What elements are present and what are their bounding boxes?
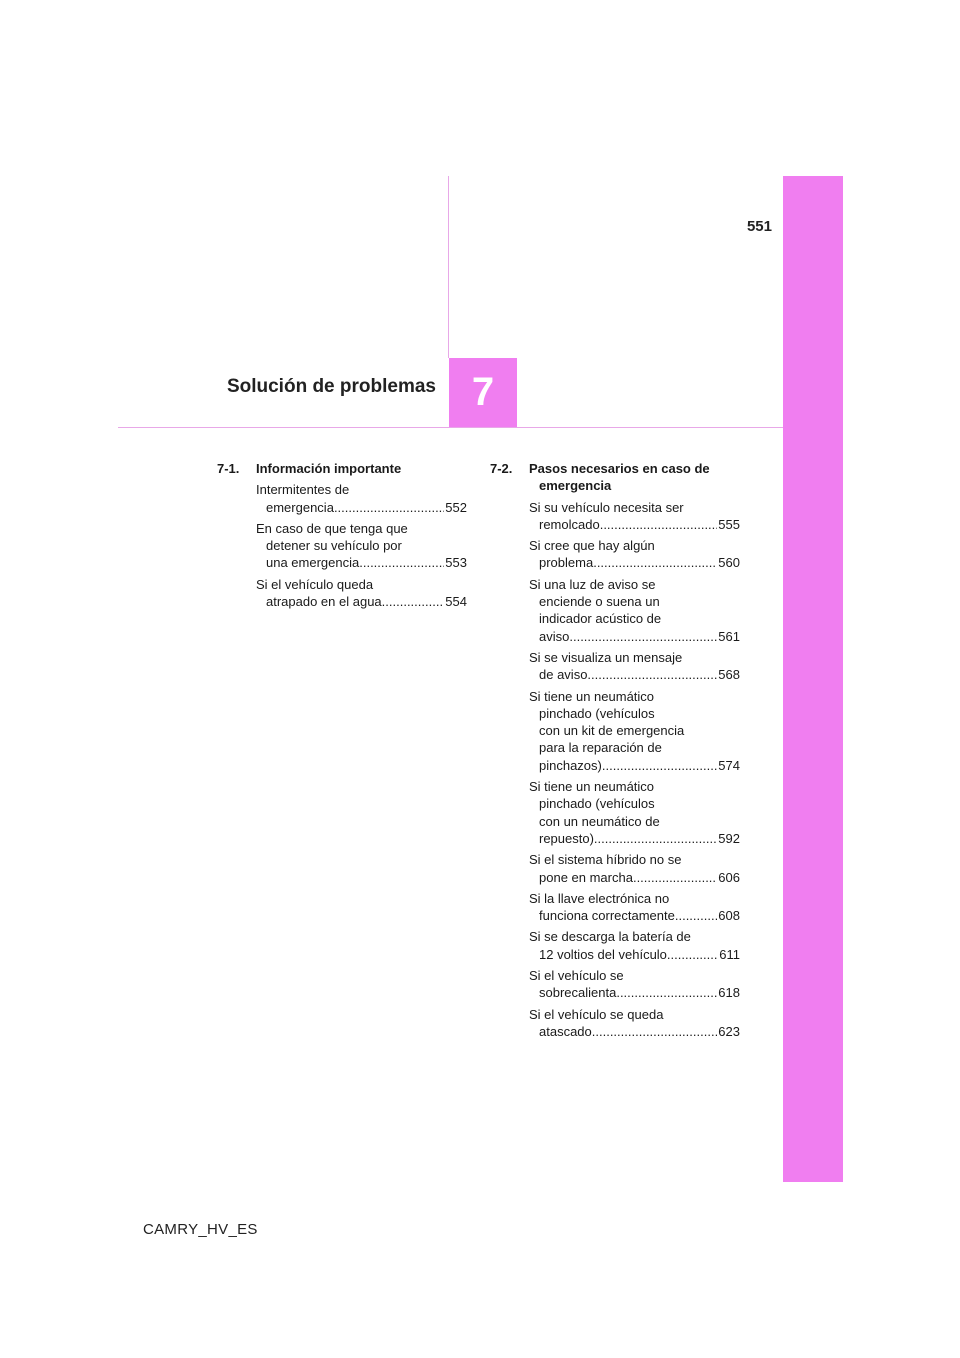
toc-entry-text: enciende o suena un (539, 594, 660, 610)
dot-leader (667, 946, 718, 963)
toc-entry-last-line (256, 554, 467, 571)
toc-section-title: Pasos necesarios en caso de emergencia (529, 461, 710, 494)
dot-leader (633, 869, 717, 886)
toc-entry-last-line (529, 628, 740, 645)
toc-entry-page-number: 561 (718, 628, 740, 644)
toc-entry-text: con un neumático de (539, 813, 660, 829)
toc-entry[interactable] (256, 576, 467, 611)
chapter-title: Solución de problemas (226, 376, 436, 397)
toc-entry-last-line (256, 499, 467, 516)
toc-entry-text: Si el vehículo se queda (529, 1006, 664, 1022)
toc-entry-text: problema (539, 555, 594, 571)
dot-leader (675, 907, 717, 924)
chapter-side-tab (783, 176, 843, 1182)
toc-entry[interactable] (529, 649, 740, 684)
toc-entry-page-number: 560 (718, 555, 740, 571)
toc-entry[interactable] (529, 928, 740, 963)
toc-entry-page-number: 552 (445, 499, 467, 515)
dot-leader (600, 516, 718, 533)
toc-section (217, 460, 467, 610)
toc-entry-text: aviso (539, 628, 570, 644)
toc-entry-text: Si el sistema híbrido no se (529, 852, 682, 868)
toc-entry-text: Si una luz de aviso se (529, 576, 656, 592)
toc-entry-text: remolcado (539, 516, 600, 532)
dot-leader (602, 757, 717, 774)
toc-entry-list (490, 499, 740, 1041)
toc-entry-text: 12 voltios del vehículo (539, 946, 667, 962)
toc-entry[interactable] (529, 1006, 740, 1041)
toc-entry-text: atrapado en el agua (266, 594, 382, 610)
toc-entry-text: pone en marcha (539, 869, 633, 885)
toc-entry-page-number: 623 (718, 1023, 740, 1039)
toc-entry-text: Intermitentes de (256, 482, 350, 498)
toc-entry-last-line (529, 907, 740, 924)
toc-entry-page-number: 555 (718, 516, 740, 532)
toc-entry-text: emergencia (266, 499, 334, 515)
vertical-rule (448, 176, 449, 358)
toc-entry-text: Si su vehículo necesita ser (529, 499, 684, 515)
toc-entry[interactable] (529, 967, 740, 1002)
toc-section-title: Información importante (256, 461, 402, 476)
toc-section-heading (217, 460, 467, 477)
toc-entry-page-number: 553 (445, 555, 467, 571)
footer-document-code: CAMRY_HV_ES (143, 1221, 258, 1238)
toc-entry-page-number: 554 (445, 594, 467, 610)
toc-entry-text: de aviso (539, 667, 588, 683)
toc-entry-text: Si la llave electrónica no (529, 890, 670, 906)
toc-entry-page-number: 608 (718, 908, 740, 924)
toc-entry-last-line (529, 1023, 740, 1040)
page-number: 551 (746, 218, 772, 235)
toc-entry-page-number: 611 (719, 946, 740, 962)
toc-entry-text: Si tiene un neumático (529, 688, 655, 704)
toc-entry[interactable] (529, 851, 740, 886)
toc-entry[interactable] (529, 890, 740, 925)
dot-leader (592, 1023, 718, 1040)
toc-entry-page-number: 618 (718, 985, 740, 1001)
toc-entry-text: Si tiene un neumático (529, 779, 655, 795)
dot-leader (616, 984, 717, 1001)
toc-section (490, 460, 740, 1040)
toc-entry-last-line (529, 516, 740, 533)
toc-entry-page-number: 606 (718, 869, 740, 885)
toc-entry-text: repuesto) (539, 830, 594, 846)
toc-entry-text: Si el vehículo queda (256, 576, 374, 592)
toc-section-number: 7-1. (217, 461, 240, 476)
toc-entry-last-line (256, 593, 467, 610)
dot-leader (569, 628, 717, 645)
toc-entry-text: Si el vehículo se (529, 968, 624, 984)
toc-entry-page-number: 574 (718, 757, 740, 773)
toc-entry-page-number: 592 (718, 830, 740, 846)
toc-entry-list (217, 481, 467, 610)
toc-entry-text: pinchado (vehículos (539, 796, 655, 812)
toc-entry-text: sobrecalienta (539, 985, 617, 1001)
horizontal-rule (118, 427, 783, 428)
dot-leader (587, 666, 717, 683)
toc-entry-text: atascado (539, 1023, 592, 1039)
dot-leader (334, 499, 444, 516)
toc-entry-last-line (529, 554, 740, 571)
dot-leader (593, 554, 717, 571)
toc-entry-text: pinchado (vehículos (539, 705, 655, 721)
toc-entry-text: para la reparación de (539, 740, 662, 756)
toc-entry[interactable] (529, 778, 740, 847)
toc-entry-last-line (529, 830, 740, 847)
toc-entry-last-line (529, 757, 740, 774)
toc-entry-text: indicador acústico de (539, 611, 662, 627)
toc-entry-text: con un kit de emergencia (539, 723, 685, 739)
toc-entry-last-line (529, 946, 740, 963)
toc-entry[interactable] (529, 537, 740, 572)
toc-entry-text: detener su vehículo por (266, 538, 402, 554)
toc-entry[interactable] (256, 481, 467, 516)
toc-entry-text: Si cree que hay algún (529, 538, 655, 554)
toc-entry-text: En caso de que tenga que (256, 520, 408, 536)
toc-entry-last-line (529, 984, 740, 1001)
chapter-number-badge: 7 (449, 358, 517, 427)
dot-leader (359, 554, 444, 571)
toc-entry-text: Si se visualiza un mensaje (529, 649, 683, 665)
toc-entry[interactable] (529, 576, 740, 645)
dot-leader (382, 593, 445, 610)
toc-entry-text: pinchazos) (539, 757, 602, 773)
toc-entry-last-line (529, 869, 740, 886)
toc-entry[interactable] (529, 499, 740, 534)
toc-entry-text: una emergencia (266, 555, 360, 571)
toc-entry-text: funciona correctamente (539, 908, 675, 924)
toc-entry-last-line (529, 666, 740, 683)
dot-leader (594, 830, 717, 847)
toc-section-number: 7-2. (490, 461, 513, 476)
toc-entry-text: Si se descarga la batería de (529, 929, 691, 945)
toc-entry-page-number: 568 (718, 667, 740, 683)
toc-entry[interactable] (529, 688, 740, 774)
toc-entry[interactable] (256, 520, 467, 572)
toc-section-heading (490, 460, 740, 495)
